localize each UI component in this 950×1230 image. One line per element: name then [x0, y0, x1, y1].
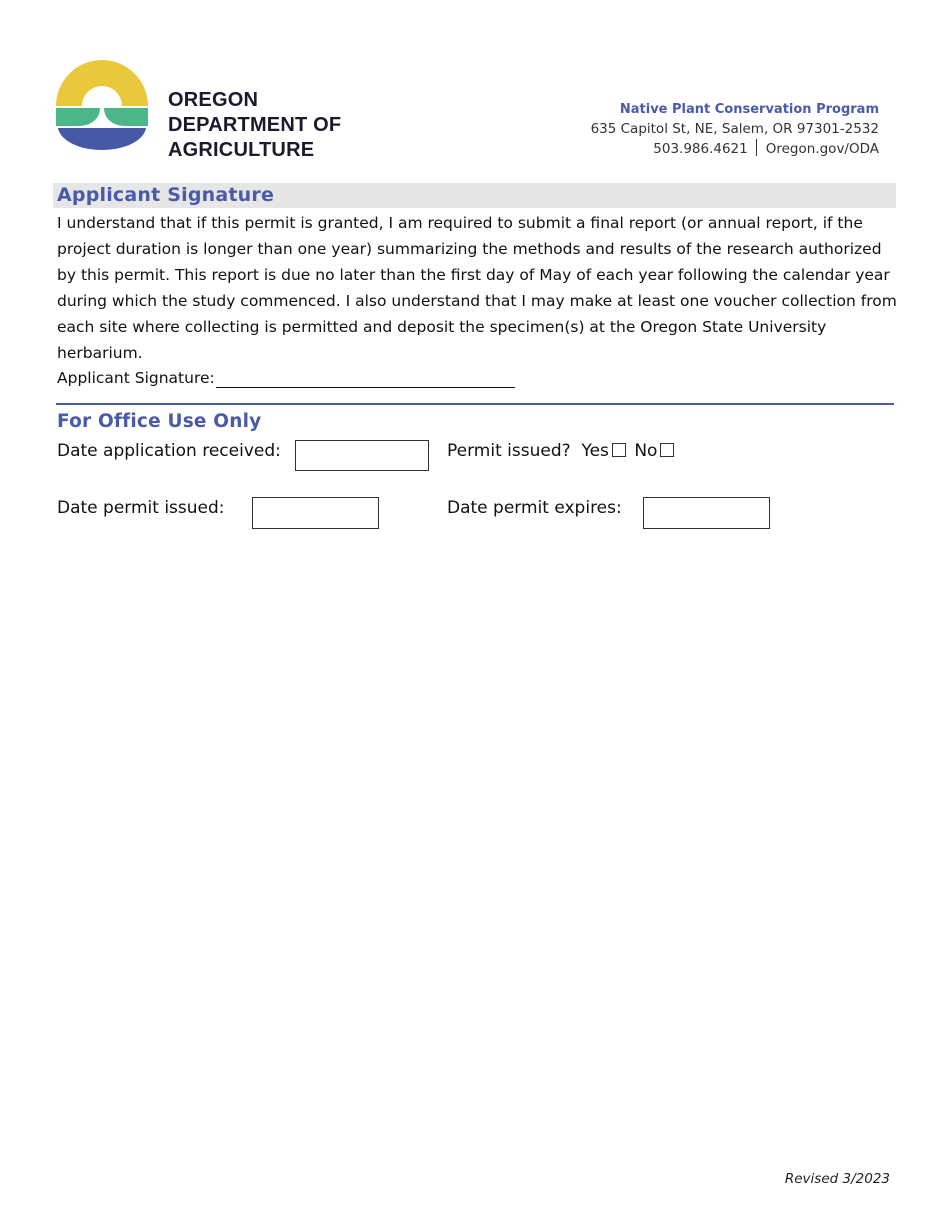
office-section-title: For Office Use Only: [57, 411, 262, 432]
signature-label: Applicant Signature:: [57, 369, 215, 387]
website-link[interactable]: Oregon.gov/ODA: [765, 141, 879, 157]
no-label: No: [634, 441, 658, 461]
date-issued-field[interactable]: [252, 497, 379, 529]
logo-line-2: DEPARTMENT OF: [168, 114, 342, 136]
oda-logo-icon: [56, 60, 166, 152]
logo-line-1: OREGON: [168, 89, 259, 111]
date-received-field[interactable]: [295, 440, 429, 471]
applicant-section-title: Applicant Signature: [57, 184, 275, 206]
address: 635 Capitol St, NE, Salem, OR 97301-2532: [590, 120, 879, 137]
logo-wordmark: [168, 88, 341, 163]
date-expires-field[interactable]: [643, 497, 770, 529]
signature-line[interactable]: [216, 387, 515, 388]
date-expires-label: Date permit expires:: [447, 498, 622, 518]
permit-issued-label: Permit issued?: [447, 441, 571, 461]
applicant-statement: I understand that if this permit is granted, I am required to submit a final report (or annual report, if the project duration is longer than one year) summarizing the methods and results of the research authorized by this permit. This report is due no later than the first day of May of each year following the calendar year during which the study commenced. I also understand that I may make at least one voucher collection from each site where collecting is permitted and deposit the specimen(s) at the Oregon State University herbarium.: [57, 214, 897, 362]
permit-issued-row: [447, 441, 677, 461]
contact-block: [591, 100, 879, 160]
phone: 503.986.4621: [653, 141, 748, 157]
yes-checkbox[interactable]: [612, 443, 626, 457]
separator: [756, 139, 757, 156]
no-checkbox[interactable]: [660, 443, 674, 457]
date-issued-label: Date permit issued:: [57, 498, 225, 518]
phone-web-line: [591, 139, 879, 160]
date-received-label: Date application received:: [57, 441, 281, 461]
section-divider: [56, 403, 894, 405]
logo-line-3: AGRICULTURE: [168, 139, 315, 161]
program-name: Native Plant Conservation Program: [619, 102, 879, 117]
revision-date: Revised 3/2023: [784, 1171, 890, 1187]
yes-label: Yes: [581, 441, 609, 461]
